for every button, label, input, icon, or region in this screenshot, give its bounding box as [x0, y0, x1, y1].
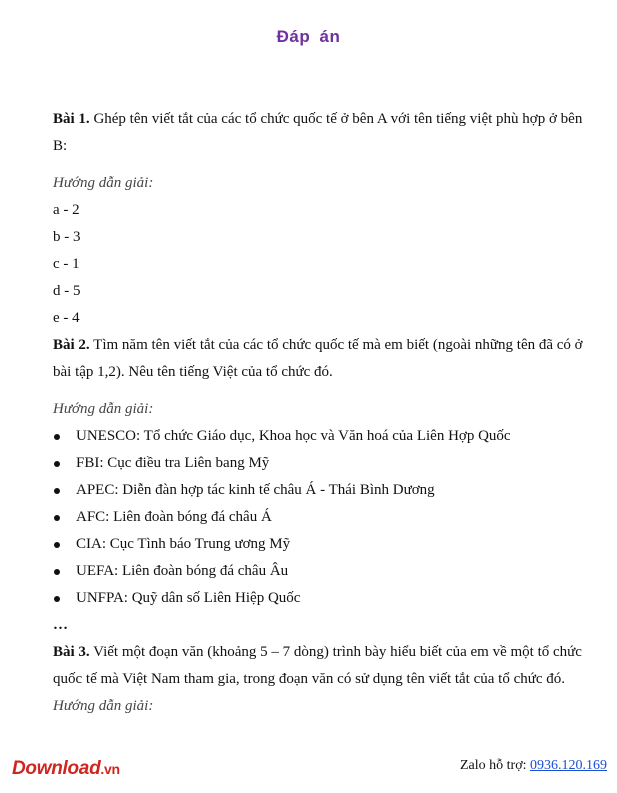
- logo-tld-text: .vn: [100, 761, 120, 777]
- answer-line: b - 3: [53, 229, 81, 245]
- exercise-3-text: Viết một đoạn văn (khoảng 5 – 7 dòng) trình bày hiểu biết của em về một tổ chức quốc tế mà Việt Nam tham gia, trong đoạn văn có sử dụng tên viết tắt của tổ chức đó.: [53, 644, 582, 687]
- exercise-1-answers: [53, 197, 583, 332]
- list-item: UNFPA: Quỹ dân số Liên Hiệp Quốc: [53, 585, 583, 612]
- exercise-1-text: Ghép tên viết tắt của các tổ chức quốc tế ở bên A với tên tiếng việt phù hợp ở bên B:: [53, 111, 583, 154]
- answer-line: e - 4: [53, 310, 80, 326]
- exercise-1-guide: Hướng dẫn giải:: [53, 175, 154, 191]
- list-item: CIA: Cục Tình báo Trung ương Mỹ: [53, 531, 583, 558]
- list-item: FBI: Cục điều tra Liên bang Mỹ: [53, 450, 583, 477]
- exercise-3-label: Bài 3.: [53, 644, 90, 660]
- answer-line: c - 1: [53, 256, 80, 272]
- document-body: [53, 106, 583, 720]
- ellipsis: …: [53, 617, 68, 633]
- answer-line: d - 5: [53, 283, 81, 299]
- download-logo[interactable]: [12, 758, 120, 780]
- support-label: Zalo hỗ trợ:: [460, 758, 527, 773]
- exercise-2-label: Bài 2.: [53, 337, 90, 353]
- phone-link[interactable]: 0936.120.169: [530, 758, 607, 773]
- exercise-3: [53, 639, 583, 693]
- logo-main-text: Download: [12, 758, 101, 779]
- list-item: AFC: Liên đoàn bóng đá châu Á: [53, 504, 583, 531]
- list-item: UNESCO: Tổ chức Giáo dục, Khoa học và Văn hoá của Liên Hợp Quốc: [53, 423, 583, 450]
- exercise-2-guide: Hướng dẫn giải:: [53, 401, 154, 417]
- page-title: Đáp án: [276, 27, 341, 46]
- answer-line: a - 2: [53, 202, 80, 218]
- exercise-2: [53, 332, 583, 386]
- support-contact: [460, 758, 607, 774]
- exercise-1: [53, 106, 583, 160]
- organization-list: [53, 423, 583, 612]
- exercise-3-guide: Hướng dẫn giải:: [53, 698, 154, 714]
- list-item: APEC: Diễn đàn hợp tác kinh tế châu Á - Thái Bình Dương: [53, 477, 583, 504]
- exercise-2-text: Tìm năm tên viết tắt của các tổ chức quốc tế mà em biết (ngoài những tên đã có ở bài tập 1,2). Nêu tên tiếng Việt của tổ chức đó.: [53, 337, 583, 380]
- list-item: UEFA: Liên đoàn bóng đá châu Âu: [53, 558, 583, 585]
- exercise-1-label: Bài 1.: [53, 111, 90, 127]
